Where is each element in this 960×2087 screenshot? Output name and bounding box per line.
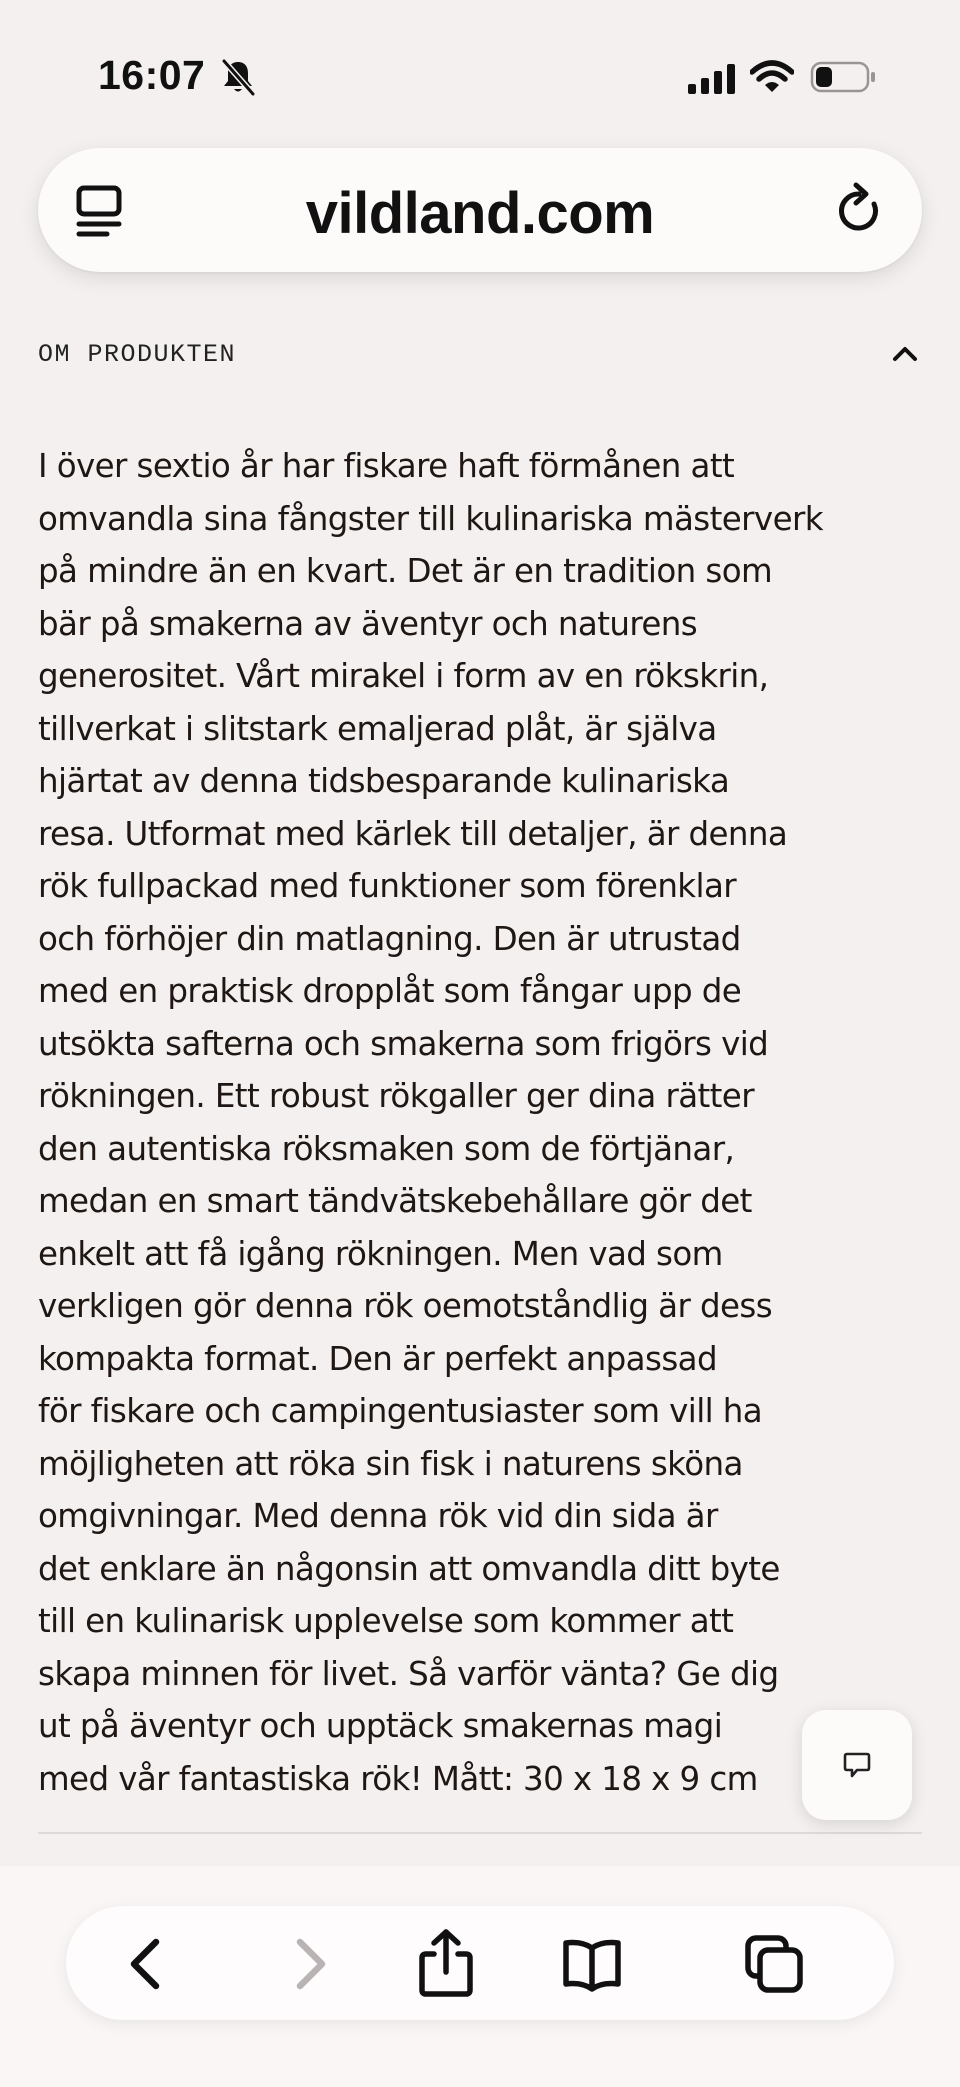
description-line: kompakta format. Den är perfekt anpassad (38, 1339, 718, 1378)
description-line: utsökta safterna och smakerna som frigörs vid (38, 1024, 769, 1063)
bell-slash-icon (220, 58, 256, 96)
description-line: omgivningar. Med denna rök vid din sida är (38, 1497, 718, 1535)
battery-icon (810, 60, 876, 94)
address-bar[interactable] (38, 148, 922, 272)
chevron-right-icon[interactable] (278, 1934, 338, 1994)
description-line: medan en smart tändvätskebehållare gör det (38, 1182, 752, 1220)
description-line: bär på smakerna av äventyr och naturens (38, 604, 698, 643)
description-line: på mindre än en kvart. Det är en tradition som (38, 552, 773, 590)
status-time: 16:07 (98, 52, 206, 98)
book-icon[interactable] (562, 1934, 622, 1994)
reload-icon[interactable] (834, 182, 886, 238)
description-line: rökningen. Ett robust rökgaller ger dina rätter (38, 1077, 754, 1115)
wifi-icon (750, 60, 794, 94)
description-line: till en kulinarisk upplevelse som kommer att (38, 1602, 734, 1640)
description-line: enkelt att få igång rökningen. Men vad som (38, 1234, 723, 1273)
description-line: I över sextio år har fiskare haft förmånen att (38, 447, 735, 485)
description-line: med en praktisk dropplåt som fångar upp de (38, 972, 742, 1010)
accordion-header[interactable] (38, 336, 922, 376)
description-line: hjärtat av denna tidsbesparande kulinariska (38, 762, 730, 800)
status-bar (0, 0, 960, 150)
description-line: verkligen gör denna rök oemotståndlig är dess (38, 1287, 773, 1325)
url-text[interactable]: vildland.com (305, 181, 655, 246)
description-line: generositet. Vårt mirakel i form av en rökskrin, (38, 657, 769, 695)
description-line: skapa minnen för livet. Så varför vänta? Ge dig (38, 1654, 779, 1693)
cellular-signal-icon (688, 64, 736, 94)
share-icon[interactable] (414, 1928, 478, 1998)
description-line: resa. Utformat med kärlek till detaljer, är denna (38, 814, 788, 853)
section-title: OM PRODUKTEN (38, 340, 237, 369)
product-description (38, 440, 922, 1805)
description-line: tillverkat i slitstark emaljerad plåt, är själva (38, 709, 717, 748)
description-line: och förhöjer din matlagning. Den är utrustad (38, 919, 741, 958)
section-divider (38, 1832, 922, 1834)
chevron-up-icon[interactable] (890, 342, 920, 364)
tabs-icon[interactable] (744, 1934, 804, 1994)
browser-bottom-bar (0, 1866, 960, 2087)
description-line: omvandla sina fångster till kulinariska mästerverk (38, 499, 823, 538)
browser-toolbar (66, 1906, 894, 2020)
description-line: den autentiska röksmaken som de förtjänar, (38, 1129, 735, 1168)
description-line: det enklare än någonsin att omvandla ditt byte (38, 1549, 780, 1588)
description-line: ut på äventyr och upptäck smakernas magi (38, 1707, 723, 1745)
description-line: för fiskare och campingentusiaster som vill ha (38, 1392, 763, 1430)
chevron-left-icon[interactable] (118, 1934, 178, 1994)
chat-button[interactable] (802, 1710, 912, 1820)
description-line: rök fullpackad med funktioner som förenklar (38, 867, 737, 905)
description-line: möjligheten att röka sin fisk i naturens sköna (38, 1444, 743, 1483)
chat-bubble-icon (842, 1750, 872, 1780)
description-line: med vår fantastiska rök! Mått: 30 x 18 x 9 cm (38, 1759, 758, 1798)
